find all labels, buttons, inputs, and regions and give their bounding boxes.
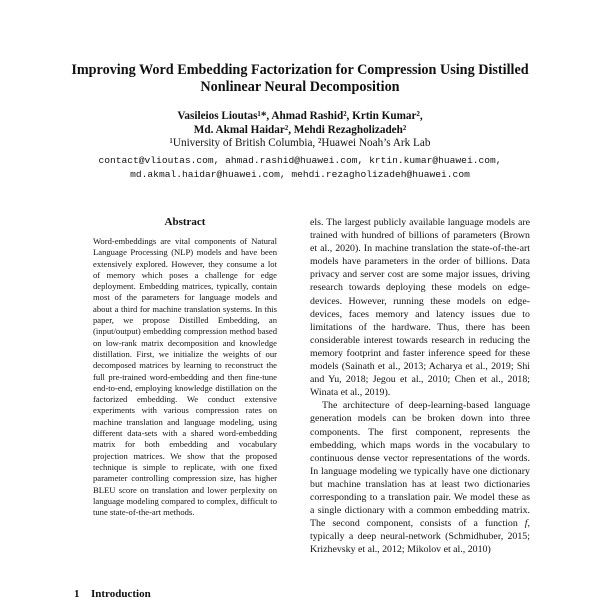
author-line-2: Md. Akmal Haidar², Mehdi Rezagholizadeh² bbox=[193, 123, 407, 136]
email-line-1: contact@vlioutas.com, ahmad.rashid@huawei.com, krtin.kumar@huawei.com, bbox=[98, 155, 502, 166]
author-list bbox=[60, 110, 540, 137]
section-heading-introduction bbox=[74, 588, 151, 600]
email-list bbox=[40, 154, 560, 181]
paragraph-architecture bbox=[310, 399, 530, 556]
paragraph-text-part-2: , typically a deep neural-network (Schmidhuber, 2015; Krizhevsky et al., 2012; Mikolov et al., 2010) bbox=[310, 518, 530, 556]
section-title: Introduction bbox=[91, 588, 151, 600]
abstract-body: Word-embeddings are vital components of Natural Language Processing (NLP) models and have been extensively explored. However, they consume a lot of memory which poses a challenge for edge deployment. Embedding matrices, typically, contain most of the parameters for language models and about a third for machine translation systems. In this paper, we propose Distilled Embedding, an (input/output) embedding compression method based on low-rank matrix decomposition and knowledge distillation. First, we initialize the weights of our decomposed matrices by learning to reconstruct the full pre-trained word-embedding and then fine-tune end-to-end, employing knowledge distillation on the factorized embedding. We conduct extensive experiments with various compression rates on machine translation and language modeling, using different data-sets with a shared word-embedding matrix for both embedding and vocabulary projection matrices. We show that the proposed technique is simple to replicate, with one fixed parameter controlling compression size, has higher BLEU score on translation and lower perplexity on language modeling compared to complex, difficult to tune state-of-the-art methods. bbox=[93, 236, 277, 518]
right-column-body bbox=[310, 216, 530, 556]
affiliations: ¹University of British Columbia, ²Huawei Noah’s Ark Lab bbox=[169, 137, 431, 149]
email-line-2: md.akmal.haidar@huawei.com, mehdi.rezagholizadeh@huawei.com bbox=[130, 168, 470, 180]
paragraph-text-part-1: The architecture of deep-learning-based language generation models can be broken down into three components. The first component, represents the embedding, which maps words in the vocabulary to continuous dense vector representations of the words. In language modeling we typically have one dictionary but machine translation has at least two dictionaries corresponding to a translation pair. We model these as a single dictionary with a common embedding matrix. The second component, consists of a function bbox=[310, 400, 530, 530]
function-symbol: f bbox=[524, 518, 528, 530]
abstract-heading: Abstract bbox=[164, 216, 206, 228]
section-number: 1 bbox=[74, 588, 80, 600]
paragraph-continued: els. The largest publicly available language models are trained with hundred of billions of parameters (Brown et al., 2020). In machine translation the state-of-the-art models have parameters in the order of billions. Data privacy and server cost are some major issues, driving research towards deploying these models on edge-devices. However, running these models on edge-devices, faces memory and latency issues due to limitations of the hardware. Thus, there has been considerable interest towards research in reducing the memory footprint and faster inference speed for these models (Sainath et al., 2013; Acharya et al., 2019; Shi and Yu, 2018; Jegou et al., 2010; Chen et al., 2018; Winata et al., 2019). bbox=[310, 217, 530, 399]
paper-title: Improving Word Embedding Factorization for Compression Using Distilled Nonlinear Neural Decomposition bbox=[71, 62, 529, 95]
author-line-1: Vasileios Lioutas¹*, Ahmad Rashid², Krtin Kumar², bbox=[177, 110, 423, 122]
